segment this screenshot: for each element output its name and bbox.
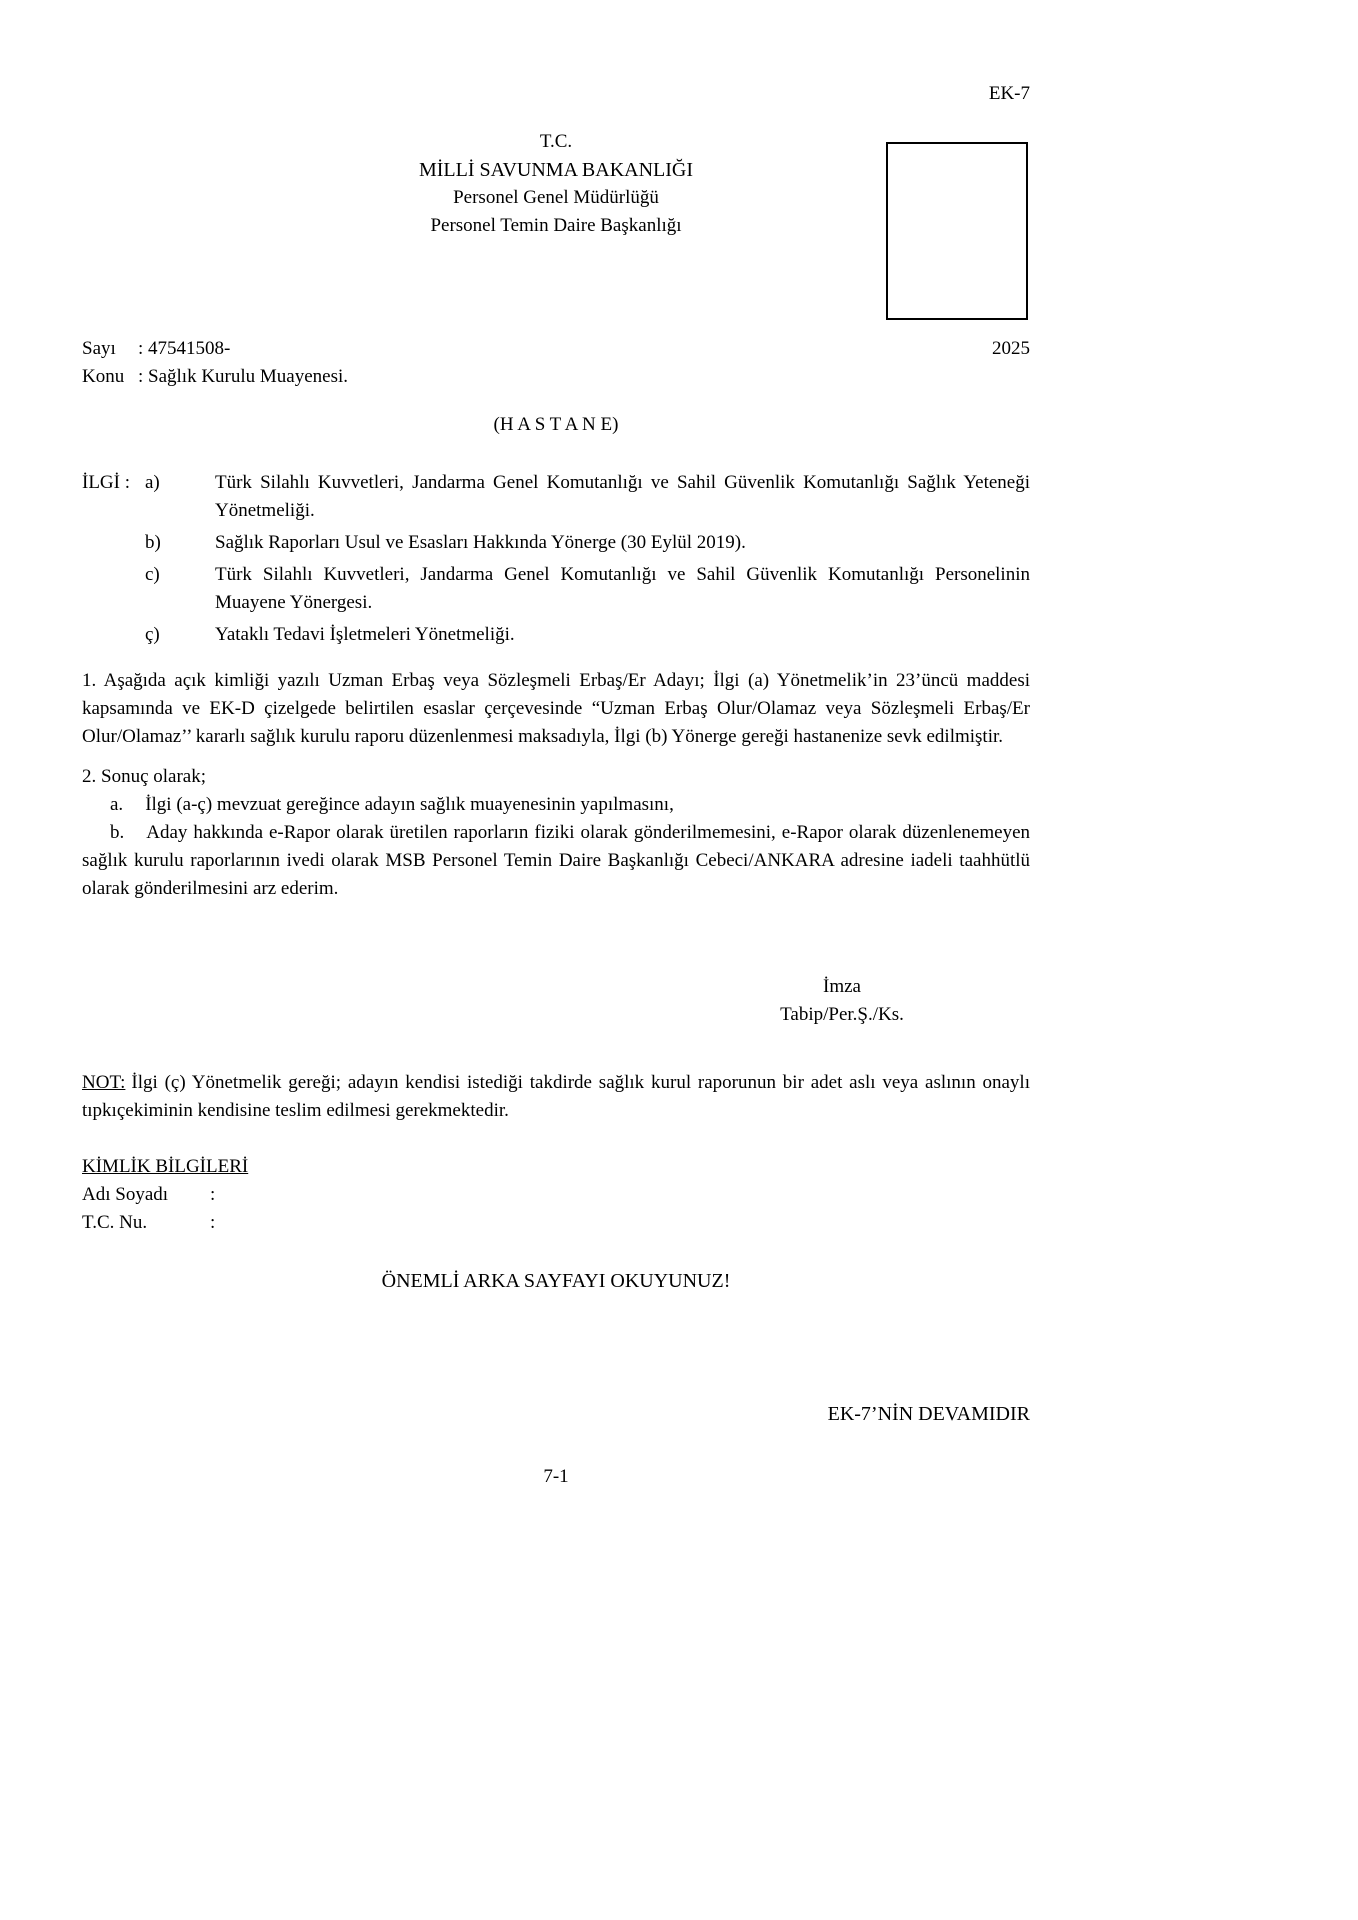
letterhead-country: T.C.: [539, 131, 573, 152]
identity-label: Adı Soyadı: [82, 1184, 169, 1205]
sub-item-text: İlgi (a-ç) mevzuat gereğince adayın sağlık muayenesinin yapılmasını,: [145, 794, 674, 815]
letterhead-ministry: MİLLİ SAVUNMA BAKANLIĞI: [418, 159, 694, 181]
references-block: [82, 469, 1030, 649]
paragraph-1: 1. Aşağıda açık kimliği yazılı Uzman Erbaş veya Sözleşmeli Erbaş/Er Adayı; İlgi (a) Yönetmelik’in 23’üncü maddesi kapsamında ve EK-D çizelgede belirtilen esaslar çerçevesinde “Uzman Erbaş Olur/Olamaz veya Sözleşmeli Erbaş/Er Olur/Olamaz’’ kararlı sağlık kurulu raporu düzenlenmesi maksadıyla, İlgi (b) Yönerge gereği hastanenize sevk edilmiştir.: [82, 670, 1030, 747]
note-text: İlgi (ç) Yönetmelik gereği; adayın kendisi istediği takdirde sağlık kurul raporunun bir adet aslı veya aslının onaylı tıpkıçekiminin kendisine teslim edilmesi gerekmektedir.: [82, 1072, 1030, 1121]
konu-label: Konu: [82, 366, 125, 387]
note-paragraph: [82, 1069, 1030, 1125]
identity-value: [230, 1209, 1030, 1237]
identity-value: [230, 1181, 1030, 1209]
attachment-tag: EK-7: [988, 83, 1030, 104]
sayi-label: Sayı: [82, 338, 116, 359]
konu-field: [82, 363, 348, 391]
sayi-field: [82, 335, 230, 363]
photo-placeholder-box: [886, 142, 1028, 320]
sub-item-marker: a.: [110, 794, 124, 815]
reference-marker: b): [145, 532, 161, 553]
signature-title: Tabip/Per.Ş./Ks.: [780, 1004, 904, 1025]
addressee-line: (H A S T A N E): [493, 414, 619, 435]
document-meta: [82, 335, 1030, 391]
paragraph-2a: [82, 791, 1030, 819]
document-year: 2025: [992, 338, 1030, 359]
reference-item: [82, 621, 1030, 649]
signature-block: [682, 973, 1002, 1029]
konu-value: : Sağlık Kurulu Muayenesi.: [138, 366, 349, 387]
identity-separator: :: [210, 1212, 216, 1233]
reference-item: [82, 469, 1030, 525]
important-warning: ÖNEMLİ ARKA SAYFAYI OKUYUNUZ!: [381, 1270, 731, 1292]
reference-item: [82, 529, 1030, 557]
reference-text: Yataklı Tedavi İşletmeleri Yönetmeliği.: [215, 624, 515, 645]
note-label: NOT:: [82, 1072, 126, 1093]
reference-marker: c): [145, 564, 160, 585]
reference-text: Türk Silahlı Kuvvetleri, Jandarma Genel Komutanlığı ve Sahil Güvenlik Komutanlığı Personelinin Muayene Yönergesi.: [215, 564, 1030, 613]
konu-row: [82, 363, 1030, 391]
identity-label: T.C. Nu.: [82, 1212, 148, 1233]
identity-section-title: KİMLİK BİLGİLERİ: [82, 1156, 249, 1177]
reference-text: Türk Silahlı Kuvvetleri, Jandarma Genel Komutanlığı ve Sahil Güvenlik Komutanlığı Sağlık Yeteneği Yönetmeliği.: [215, 472, 1030, 521]
sayi-row: [82, 335, 1030, 363]
reference-text: Sağlık Raporları Usul ve Esasları Hakkında Yönerge (30 Eylül 2019).: [215, 532, 746, 553]
identity-row-name: [82, 1181, 1030, 1209]
identity-separator: :: [210, 1184, 216, 1205]
sayi-value: : 47541508-: [138, 338, 231, 359]
letterhead-department: Personel Temin Daire Başkanlığı: [430, 215, 682, 236]
sub-item-text: Aday hakkında e-Rapor olarak üretilen raporların fiziki olarak gönderilmemesini, e-Rapor olarak düzenlenemeyen sağlık kurulu raporlarının ivedi olarak MSB Personel Temin Daire Başkanlığı Cebeci/ANKARA adresine iadeli taahhütlü olarak gönderilmesini arz ederim.: [82, 822, 1030, 899]
reference-marker: a): [145, 472, 160, 493]
paragraph-2b: [82, 819, 1030, 903]
continuation-note: EK-7’NİN DEVAMIDIR: [827, 1403, 1030, 1425]
references-label: İLGİ :: [82, 472, 131, 493]
paragraph-2-intro: 2. Sonuç olarak;: [82, 766, 207, 787]
letterhead-directorate: Personel Genel Müdürlüğü: [453, 187, 659, 208]
reference-item: [82, 561, 1030, 617]
page-number: 7-1: [543, 1466, 569, 1487]
sub-item-marker: b.: [110, 822, 125, 843]
signature-placeholder: İmza: [823, 976, 861, 997]
identity-row-tc: [82, 1209, 1030, 1237]
reference-marker: ç): [145, 624, 160, 645]
